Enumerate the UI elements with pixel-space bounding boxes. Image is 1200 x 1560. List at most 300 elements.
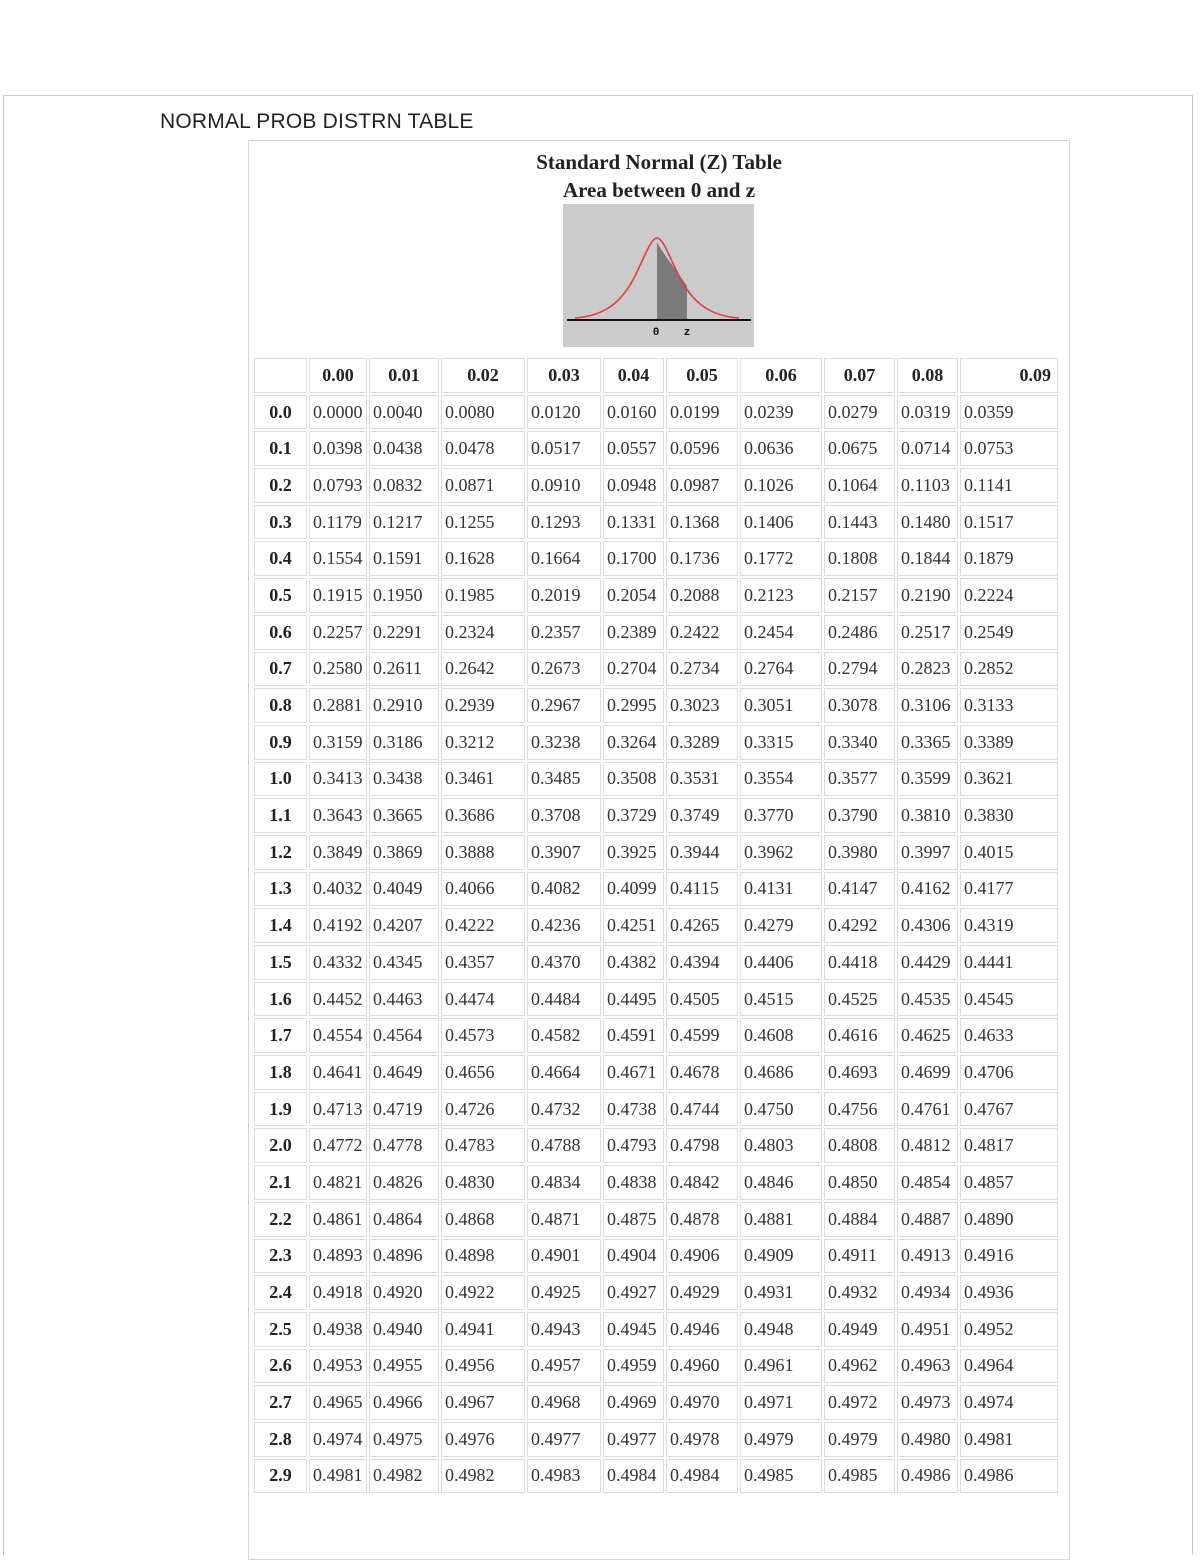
- table-cell: 0.4945: [603, 1312, 664, 1347]
- table-row: [254, 872, 1058, 907]
- table-row: [254, 725, 1058, 760]
- table-cell: 0.4591: [603, 1018, 664, 1053]
- table-row: [254, 1275, 1058, 1310]
- table-cell: 0.4147: [824, 872, 895, 907]
- table-cell: 0.4949: [824, 1312, 895, 1347]
- table-cell: 0.4946: [666, 1312, 738, 1347]
- row-header: 1.8: [254, 1055, 307, 1090]
- table-row: [254, 798, 1058, 833]
- table-cell: 0.0279: [824, 395, 895, 430]
- table-cell: 0.4957: [527, 1349, 601, 1384]
- table-cell: 0.4131: [740, 872, 822, 907]
- table-row: [254, 615, 1058, 650]
- table-cell: 0.4972: [824, 1385, 895, 1420]
- row-header: 2.9: [254, 1459, 307, 1494]
- table-cell: 0.3925: [603, 835, 664, 870]
- table-cell: 0.3264: [603, 725, 664, 760]
- table-cell: 0.2580: [309, 652, 367, 687]
- row-header: 2.6: [254, 1349, 307, 1384]
- table-cell: 0.4916: [960, 1239, 1058, 1274]
- row-header: 0.3: [254, 505, 307, 540]
- table-cell: 0.4974: [309, 1422, 367, 1457]
- table-cell: 0.3340: [824, 725, 895, 760]
- table-cell: 0.2611: [369, 652, 439, 687]
- row-header: 2.1: [254, 1165, 307, 1200]
- table-cell: 0.4913: [897, 1239, 958, 1274]
- table-row: [254, 835, 1058, 870]
- table-cell: 0.4955: [369, 1349, 439, 1384]
- table-cell: 0.0793: [309, 468, 367, 503]
- table-cell: 0.4115: [666, 872, 738, 907]
- table-cell: 0.2939: [441, 688, 525, 723]
- table-cell: 0.2291: [369, 615, 439, 650]
- table-cell: 0.3830: [960, 798, 1058, 833]
- row-header: 1.9: [254, 1092, 307, 1127]
- table-cell: 0.4976: [441, 1422, 525, 1457]
- table-cell: 0.3577: [824, 762, 895, 797]
- table-cell: 0.4783: [441, 1128, 525, 1163]
- table-cell: 0.2157: [824, 578, 895, 613]
- table-cell: 0.1064: [824, 468, 895, 503]
- table-row: [254, 1459, 1058, 1494]
- table-cell: 0.4938: [309, 1312, 367, 1347]
- table-cell: 0.3508: [603, 762, 664, 797]
- table-row: [254, 1128, 1058, 1163]
- table-cell: 0.0478: [441, 431, 525, 466]
- table-cell: 0.4936: [960, 1275, 1058, 1310]
- table-cell: 0.0675: [824, 431, 895, 466]
- table-cell: 0.0080: [441, 395, 525, 430]
- table-cell: 0.4319: [960, 908, 1058, 943]
- column-header: 0.08: [897, 358, 958, 393]
- table-cell: 0.4918: [309, 1275, 367, 1310]
- table-cell: 0.3133: [960, 688, 1058, 723]
- table-cell: 0.4952: [960, 1312, 1058, 1347]
- column-header: 0.04: [603, 358, 664, 393]
- column-header: 0.03: [527, 358, 601, 393]
- table-cell: 0.3186: [369, 725, 439, 760]
- table-cell: 0.3023: [666, 688, 738, 723]
- row-header: 1.0: [254, 762, 307, 797]
- table-cell: 0.4726: [441, 1092, 525, 1127]
- row-header: 2.4: [254, 1275, 307, 1310]
- column-header: 0.07: [824, 358, 895, 393]
- table-cell: 0.0871: [441, 468, 525, 503]
- table-cell: 0.3621: [960, 762, 1058, 797]
- table-cell: 0.0596: [666, 431, 738, 466]
- table-row: [254, 945, 1058, 980]
- table-cell: 0.3531: [666, 762, 738, 797]
- table-cell: 0.1480: [897, 505, 958, 540]
- table-cell: 0.4099: [603, 872, 664, 907]
- table-cell: 0.2967: [527, 688, 601, 723]
- table-cell: 0.4861: [309, 1202, 367, 1237]
- table-cell: 0.4633: [960, 1018, 1058, 1053]
- table-cell: 0.1103: [897, 468, 958, 503]
- table-cell: 0.4812: [897, 1128, 958, 1163]
- table-row: [254, 1202, 1058, 1237]
- table-cell: 0.4808: [824, 1128, 895, 1163]
- table-cell: 0.4664: [527, 1055, 601, 1090]
- table-cell: 0.4484: [527, 982, 601, 1017]
- table-row: [254, 578, 1058, 613]
- table-cell: 0.4826: [369, 1165, 439, 1200]
- table-cell: 0.4864: [369, 1202, 439, 1237]
- table-cell: 0.3980: [824, 835, 895, 870]
- table-cell: 0.4744: [666, 1092, 738, 1127]
- table-cell: 0.4265: [666, 908, 738, 943]
- table-cell: 0.1368: [666, 505, 738, 540]
- table-cell: 0.3599: [897, 762, 958, 797]
- table-cell: 0.4463: [369, 982, 439, 1017]
- table-cell: 0.3907: [527, 835, 601, 870]
- table-cell: 0.4719: [369, 1092, 439, 1127]
- table-cell: 0.3749: [666, 798, 738, 833]
- table-cell: 0.1879: [960, 541, 1058, 576]
- table-cell: 0.4693: [824, 1055, 895, 1090]
- table-cell: 0.4608: [740, 1018, 822, 1053]
- table-cell: 0.1664: [527, 541, 601, 576]
- row-header: 1.3: [254, 872, 307, 907]
- table-subtitle: Area between 0 and z: [562, 178, 756, 202]
- table-cell: 0.4959: [603, 1349, 664, 1384]
- table-cell: 0.4474: [441, 982, 525, 1017]
- row-header: 0.2: [254, 468, 307, 503]
- table-cell: 0.3849: [309, 835, 367, 870]
- table-cell: 0.4082: [527, 872, 601, 907]
- table-cell: 0.4441: [960, 945, 1058, 980]
- table-cell: 0.0000: [309, 395, 367, 430]
- table-cell: 0.4979: [824, 1422, 895, 1457]
- table-cell: 0.4671: [603, 1055, 664, 1090]
- table-cell: 0.1950: [369, 578, 439, 613]
- row-header: 1.2: [254, 835, 307, 870]
- table-cell: 0.2642: [441, 652, 525, 687]
- table-cell: 0.4738: [603, 1092, 664, 1127]
- table-cell: 0.4887: [897, 1202, 958, 1237]
- table-cell: 0.4798: [666, 1128, 738, 1163]
- table-cell: 0.3686: [441, 798, 525, 833]
- table-cell: 0.4963: [897, 1349, 958, 1384]
- table-cell: 0.4904: [603, 1239, 664, 1274]
- table-cell: 0.1141: [960, 468, 1058, 503]
- table-cell: 0.1808: [824, 541, 895, 576]
- table-row: [254, 1092, 1058, 1127]
- table-cell: 0.2734: [666, 652, 738, 687]
- table-cell: 0.4177: [960, 872, 1058, 907]
- table-cell: 0.1915: [309, 578, 367, 613]
- table-cell: 0.3212: [441, 725, 525, 760]
- table-cell: 0.4545: [960, 982, 1058, 1017]
- table-cell: 0.3770: [740, 798, 822, 833]
- table-cell: 0.1985: [441, 578, 525, 613]
- table-cell: 0.4881: [740, 1202, 822, 1237]
- table-cell: 0.3106: [897, 688, 958, 723]
- table-row: [254, 1165, 1058, 1200]
- table-cell: 0.2190: [897, 578, 958, 613]
- table-cell: 0.4986: [960, 1459, 1058, 1494]
- table-cell: 0.4032: [309, 872, 367, 907]
- table-cell: 0.4515: [740, 982, 822, 1017]
- table-cell: 0.4207: [369, 908, 439, 943]
- row-header: 1.1: [254, 798, 307, 833]
- table-cell: 0.2257: [309, 615, 367, 650]
- table-cell: 0.4941: [441, 1312, 525, 1347]
- table-cell: 0.4706: [960, 1055, 1058, 1090]
- table-cell: 0.1331: [603, 505, 664, 540]
- header-row: [254, 358, 1058, 393]
- table-cell: 0.4756: [824, 1092, 895, 1127]
- row-header: 2.3: [254, 1239, 307, 1274]
- table-cell: 0.4599: [666, 1018, 738, 1053]
- table-cell: 0.0120: [527, 395, 601, 430]
- table-cell: 0.4898: [441, 1239, 525, 1274]
- row-header: 0.5: [254, 578, 307, 613]
- table-cell: 0.3461: [441, 762, 525, 797]
- table-cell: 0.3078: [824, 688, 895, 723]
- table-cell: 0.3643: [309, 798, 367, 833]
- table-row: [254, 1055, 1058, 1090]
- table-cell: 0.4934: [897, 1275, 958, 1310]
- table-cell: 0.2422: [666, 615, 738, 650]
- table-cell: 0.1443: [824, 505, 895, 540]
- table-cell: 0.3238: [527, 725, 601, 760]
- table-row: [254, 688, 1058, 723]
- table-cell: 0.4857: [960, 1165, 1058, 1200]
- row-header: 0.8: [254, 688, 307, 723]
- corner-cell: [254, 358, 307, 393]
- table-cell: 0.4332: [309, 945, 367, 980]
- table-cell: 0.1517: [960, 505, 1058, 540]
- table-cell: 0.4793: [603, 1128, 664, 1163]
- table-cell: 0.1255: [441, 505, 525, 540]
- table-cell: 0.1628: [441, 541, 525, 576]
- table-row: [254, 1312, 1058, 1347]
- table-cell: 0.1179: [309, 505, 367, 540]
- table-cell: 0.3365: [897, 725, 958, 760]
- column-header: 0.02: [441, 358, 525, 393]
- table-cell: 0.0199: [666, 395, 738, 430]
- row-header: 0.4: [254, 541, 307, 576]
- table-cell: 0.4932: [824, 1275, 895, 1310]
- table-cell: 0.3389: [960, 725, 1058, 760]
- column-header: 0.06: [740, 358, 822, 393]
- table-cell: 0.0948: [603, 468, 664, 503]
- table-cell: 0.4974: [960, 1385, 1058, 1420]
- table-cell: 0.4979: [740, 1422, 822, 1457]
- table-cell: 0.4868: [441, 1202, 525, 1237]
- normal-curve-figure: [563, 204, 754, 347]
- table-cell: 0.4686: [740, 1055, 822, 1090]
- table-cell: 0.4943: [527, 1312, 601, 1347]
- table-row: [254, 1349, 1058, 1384]
- table-cell: 0.0040: [369, 395, 439, 430]
- table-cell: 0.4985: [740, 1459, 822, 1494]
- table-cell: 0.2704: [603, 652, 664, 687]
- table-cell: 0.4525: [824, 982, 895, 1017]
- table-cell: 0.1736: [666, 541, 738, 576]
- table-cell: 0.0359: [960, 395, 1058, 430]
- table-row: [254, 468, 1058, 503]
- table-cell: 0.3888: [441, 835, 525, 870]
- table-cell: 0.4948: [740, 1312, 822, 1347]
- row-header: 0.0: [254, 395, 307, 430]
- table-cell: 0.2764: [740, 652, 822, 687]
- row-header: 2.5: [254, 1312, 307, 1347]
- table-cell: 0.4370: [527, 945, 601, 980]
- table-cell: 0.4505: [666, 982, 738, 1017]
- table-cell: 0.4981: [960, 1422, 1058, 1457]
- table-cell: 0.3665: [369, 798, 439, 833]
- table-cell: 0.4920: [369, 1275, 439, 1310]
- table-cell: 0.2454: [740, 615, 822, 650]
- table-cell: 0.2054: [603, 578, 664, 613]
- table-cell: 0.4973: [897, 1385, 958, 1420]
- table-cell: 0.4564: [369, 1018, 439, 1053]
- table-cell: 0.4582: [527, 1018, 601, 1053]
- table-cell: 0.1591: [369, 541, 439, 576]
- table-cell: 0.3413: [309, 762, 367, 797]
- table-cell: 0.1700: [603, 541, 664, 576]
- table-cell: 0.4394: [666, 945, 738, 980]
- table-cell: 0.4306: [897, 908, 958, 943]
- table-cell: 0.3051: [740, 688, 822, 723]
- table-cell: 0.4961: [740, 1349, 822, 1384]
- table-cell: 0.0438: [369, 431, 439, 466]
- z-table: [252, 356, 1060, 1495]
- table-cell: 0.4925: [527, 1275, 601, 1310]
- table-cell: 0.1844: [897, 541, 958, 576]
- table-cell: 0.4927: [603, 1275, 664, 1310]
- table-cell: 0.4788: [527, 1128, 601, 1163]
- table-cell: 0.4842: [666, 1165, 738, 1200]
- column-header: 0.00: [309, 358, 367, 393]
- table-cell: 0.2486: [824, 615, 895, 650]
- table-cell: 0.1217: [369, 505, 439, 540]
- table-cell: 0.4222: [441, 908, 525, 943]
- table-cell: 0.2389: [603, 615, 664, 650]
- table-cell: 0.4875: [603, 1202, 664, 1237]
- table-cell: 0.4909: [740, 1239, 822, 1274]
- table-cell: 0.4406: [740, 945, 822, 980]
- table-cell: 0.2549: [960, 615, 1058, 650]
- table-cell: 0.4922: [441, 1275, 525, 1310]
- z-label: z: [683, 327, 691, 339]
- table-cell: 0.4625: [897, 1018, 958, 1053]
- table-cell: 0.3289: [666, 725, 738, 760]
- table-row: [254, 908, 1058, 943]
- row-header: 0.9: [254, 725, 307, 760]
- table-cell: 0.4573: [441, 1018, 525, 1053]
- table-cell: 0.4162: [897, 872, 958, 907]
- table-cell: 0.4984: [603, 1459, 664, 1494]
- table-cell: 0.1293: [527, 505, 601, 540]
- table-cell: 0.4066: [441, 872, 525, 907]
- table-cell: 0.4956: [441, 1349, 525, 1384]
- table-cell: 0.1772: [740, 541, 822, 576]
- table-cell: 0.4911: [824, 1239, 895, 1274]
- table-cell: 0.4984: [666, 1459, 738, 1494]
- table-row: [254, 541, 1058, 576]
- table-cell: 0.3159: [309, 725, 367, 760]
- table-cell: 0.2517: [897, 615, 958, 650]
- table-cell: 0.4382: [603, 945, 664, 980]
- table-cell: 0.4951: [897, 1312, 958, 1347]
- table-cell: 0.2324: [441, 615, 525, 650]
- row-header: 0.1: [254, 431, 307, 466]
- row-header: 0.7: [254, 652, 307, 687]
- table-cell: 0.4656: [441, 1055, 525, 1090]
- table-row: [254, 652, 1058, 687]
- column-header: 0.01: [369, 358, 439, 393]
- table-row: [254, 1018, 1058, 1053]
- table-cell: 0.4649: [369, 1055, 439, 1090]
- table-cell: 0.4878: [666, 1202, 738, 1237]
- table-cell: 0.4750: [740, 1092, 822, 1127]
- table-cell: 0.4901: [527, 1239, 601, 1274]
- row-header: 0.6: [254, 615, 307, 650]
- table-cell: 0.0636: [740, 431, 822, 466]
- row-header: 1.7: [254, 1018, 307, 1053]
- table-cell: 0.0753: [960, 431, 1058, 466]
- table-cell: 0.4345: [369, 945, 439, 980]
- table-cell: 0.0714: [897, 431, 958, 466]
- table-cell: 0.4940: [369, 1312, 439, 1347]
- table-row: [254, 762, 1058, 797]
- row-header: 1.5: [254, 945, 307, 980]
- table-cell: 0.3869: [369, 835, 439, 870]
- table-cell: 0.4931: [740, 1275, 822, 1310]
- table-cell: 0.2123: [740, 578, 822, 613]
- table-cell: 0.4850: [824, 1165, 895, 1200]
- table-cell: 0.3729: [603, 798, 664, 833]
- table-cell: 0.4699: [897, 1055, 958, 1090]
- table-cell: 0.4015: [960, 835, 1058, 870]
- table-cell: 0.1554: [309, 541, 367, 576]
- table-cell: 0.4978: [666, 1422, 738, 1457]
- table-cell: 0.0160: [603, 395, 664, 430]
- table-cell: 0.4964: [960, 1349, 1058, 1384]
- table-cell: 0.4761: [897, 1092, 958, 1127]
- table-cell: 0.4817: [960, 1128, 1058, 1163]
- table-cell: 0.2881: [309, 688, 367, 723]
- normal-curve-graphic: [563, 204, 754, 347]
- table-cell: 0.4981: [309, 1459, 367, 1494]
- table-cell: 0.0557: [603, 431, 664, 466]
- table-cell: 0.2019: [527, 578, 601, 613]
- table-cell: 0.4821: [309, 1165, 367, 1200]
- table-cell: 0.4535: [897, 982, 958, 1017]
- table-cell: 0.4985: [824, 1459, 895, 1494]
- row-header: 2.2: [254, 1202, 307, 1237]
- table-cell: 0.4896: [369, 1239, 439, 1274]
- table-cell: 0.4854: [897, 1165, 958, 1200]
- table-cell: 0.2852: [960, 652, 1058, 687]
- table-cell: 0.4971: [740, 1385, 822, 1420]
- table-cell: 0.2794: [824, 652, 895, 687]
- table-cell: 0.4418: [824, 945, 895, 980]
- table-cell: 0.3790: [824, 798, 895, 833]
- table-cell: 0.4834: [527, 1165, 601, 1200]
- table-cell: 0.4830: [441, 1165, 525, 1200]
- table-row: [254, 1422, 1058, 1457]
- table-cell: 0.4969: [603, 1385, 664, 1420]
- table-cell: 0.4616: [824, 1018, 895, 1053]
- table-cell: 0.2224: [960, 578, 1058, 613]
- column-header: 0.05: [666, 358, 738, 393]
- table-cell: 0.0398: [309, 431, 367, 466]
- table-title: Standard Normal (Z) Table: [536, 150, 782, 174]
